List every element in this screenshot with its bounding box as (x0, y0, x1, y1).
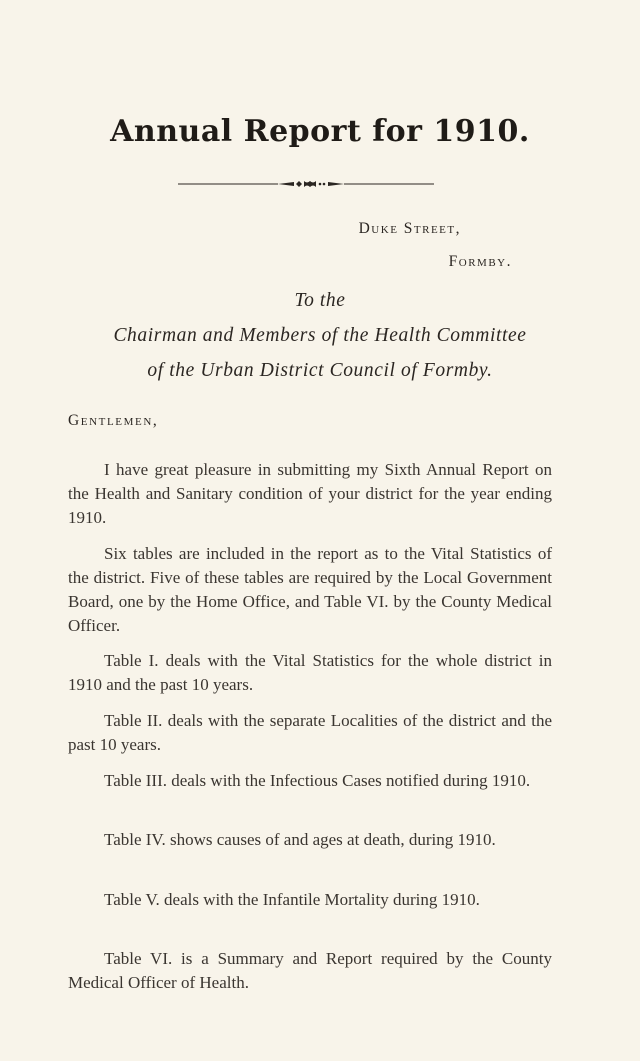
paragraph-table-1: Table I. deals with the Vital Statistics for the whole district in 1910 and the past 10 years. (68, 651, 552, 694)
paragraph-table-6: Table VI. is a Summary and Report required by the County Medical Officer of Health. (68, 949, 552, 992)
address-town: Formby. (448, 253, 512, 270)
paragraph-table-3: Table III. deals with the Infectious Cases notified during 1910. (104, 771, 531, 790)
page-title: Annual Report for 1910. (110, 114, 530, 149)
addressee-line-3: of the Urban District Council of Formby. (147, 360, 493, 381)
paragraph-table-4: Table IV. shows causes of and ages at death, during 1910. (104, 830, 496, 849)
paragraph-intro: I have great pleasure in submitting my Sixth Annual Report on the Health and Sanitary condition of your district for the year ending 1910. (68, 460, 552, 527)
salutation: Gentlemen, (68, 412, 159, 429)
address-street: Duke Street, (358, 220, 461, 237)
addressee-line-2: Chairman and Members of the Health Committee (113, 325, 527, 346)
ornamental-rule (178, 176, 434, 192)
addressee-line-1: To the (294, 290, 346, 311)
paragraph-tables-overview: Six tables are included in the report as to the Vital Statistics of the district. Five of these tables are required by the Local Government Board, one by the Home Office, and Table VI. by the County Medical Officer. (68, 544, 552, 635)
paragraph-table-5: Table V. deals with the Infantile Mortality during 1910. (104, 890, 480, 909)
paragraph-table-2: Table II. deals with the separate Localities of the district and the past 10 years. (68, 711, 552, 754)
